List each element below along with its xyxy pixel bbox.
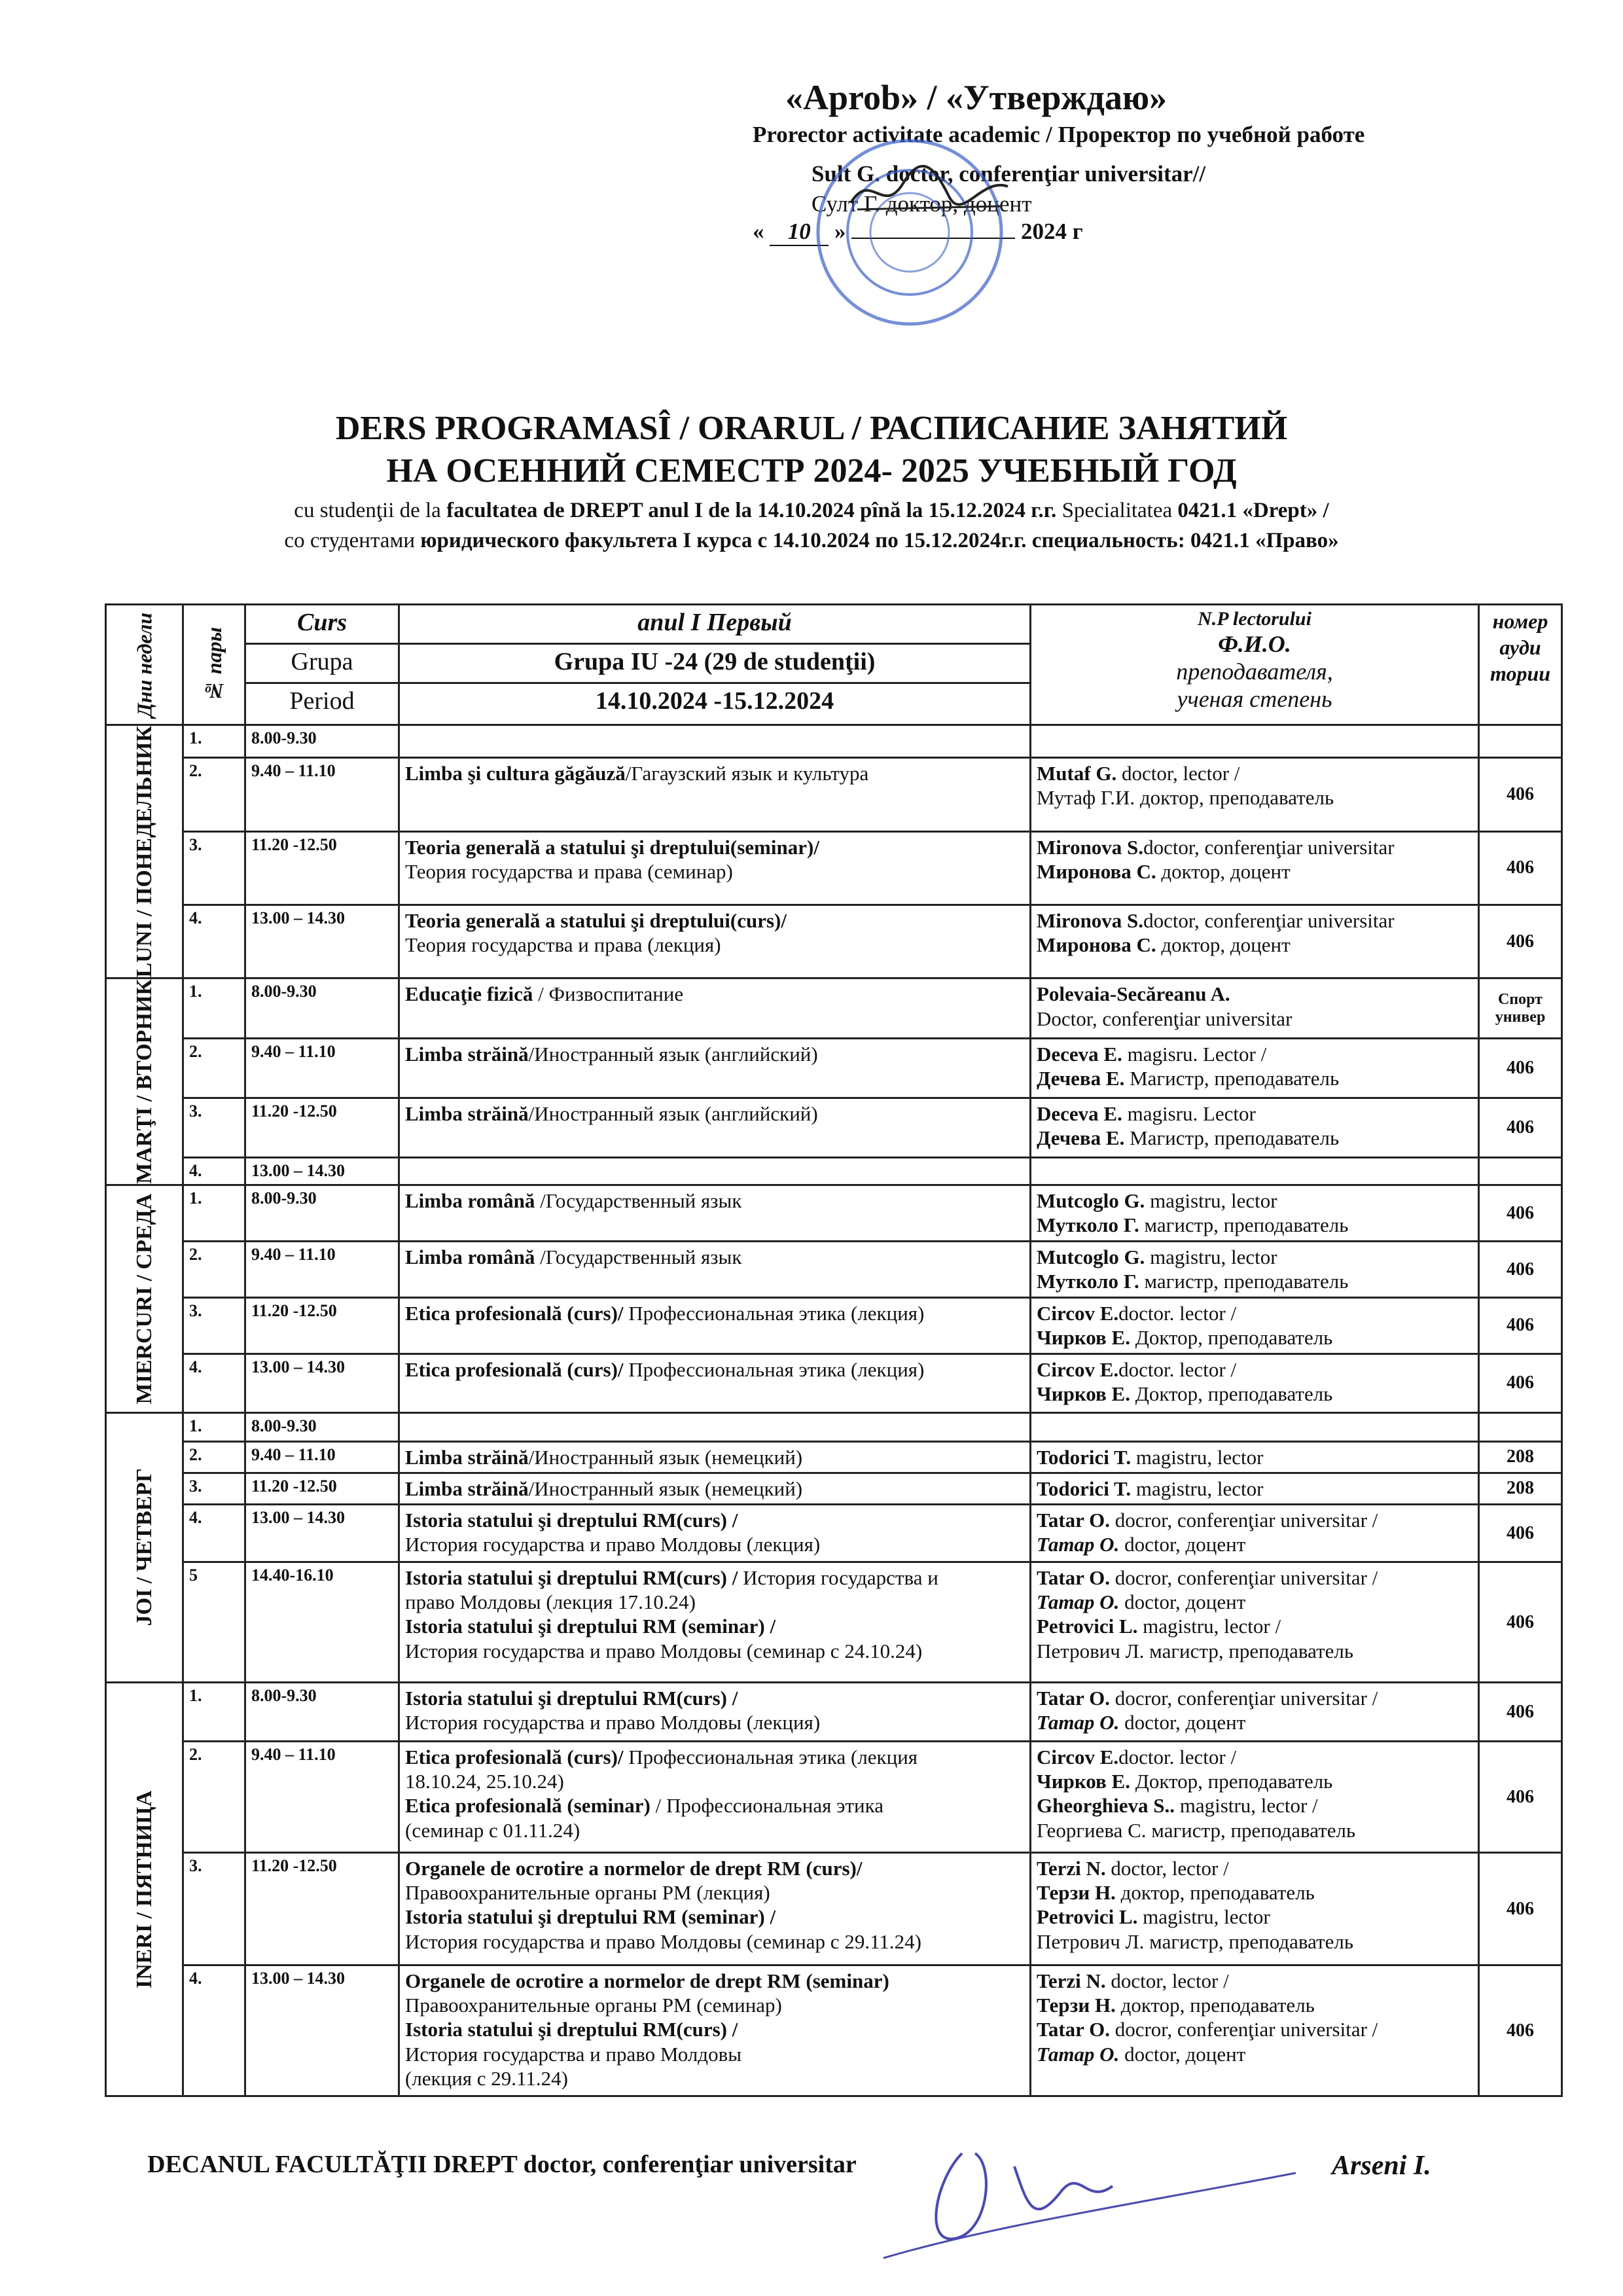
subject-name-2-ru: / Профессиональная этика — [650, 1794, 883, 1818]
header-days: Дни недели — [106, 605, 183, 725]
table-row — [106, 1683, 1562, 1742]
lecturer-name: Circov E. — [1037, 1302, 1119, 1325]
table-row — [106, 1562, 1562, 1683]
table-row — [106, 1965, 1562, 2096]
lecturer-cell — [1031, 905, 1479, 978]
schedule-info-ro — [0, 499, 1623, 523]
lecturer-title: doctor. lector / — [1118, 1746, 1237, 1768]
subject-name: Etica profesională (curs)/ — [405, 1302, 624, 1325]
table-row — [106, 1505, 1562, 1562]
day-monday: LUNI / ПОНЕДЕЛЬНИК — [106, 725, 183, 978]
schedule-subtitle: НА ОСЕННИЙ СЕМЕСТР 2024- 2025 УЧЕБНЫЙ ГОД — [386, 452, 1237, 490]
lecturer-title-ru: Доктор, преподаватель — [1130, 1382, 1333, 1405]
subject-name-ru: /Государственный язык — [535, 1189, 742, 1213]
header-lecturer — [1031, 605, 1479, 725]
lecturer-name-ru: Татар О. — [1037, 1590, 1120, 1614]
lecturer-title-ru: doctor, доцент — [1119, 1590, 1246, 1614]
table-row — [106, 1742, 1562, 1853]
lecturer-name-ru: Дечева Е. — [1037, 1066, 1125, 1090]
subject-cell — [399, 1098, 1031, 1157]
pair-time: 9.40 – 11.10 — [245, 1441, 399, 1473]
lecturer-cell — [1031, 1965, 1479, 2096]
lecturer-title: magistru, lector — [1131, 1445, 1264, 1469]
room-cell: 208 — [1479, 1473, 1562, 1504]
subject-name: Limba română — [405, 1246, 535, 1269]
lecturer-title: doctor, lector / — [1105, 1969, 1229, 1992]
lecturer-cell — [1031, 1441, 1479, 1473]
lecturer-cell — [1031, 1683, 1479, 1742]
subject-cell — [399, 1441, 1031, 1473]
table-row — [106, 831, 1562, 905]
subject-name-ru: Профессиональная этика (лекция) — [623, 1357, 925, 1381]
header-lecturer-line1: N.P lectorului — [1198, 608, 1311, 630]
subject-cell — [399, 758, 1031, 831]
room-cell: 406 — [1479, 1965, 1562, 2096]
room-cell: 406 — [1479, 1242, 1562, 1298]
pair-number: 4. — [183, 1157, 245, 1185]
pair-number: 2. — [183, 1441, 245, 1473]
header-grupa: Grupa — [245, 644, 399, 683]
pair-time: 11.20 -12.50 — [245, 1298, 399, 1354]
subject-name: Teoria generală a statului şi dreptului(seminar)/ — [405, 835, 819, 859]
pair-time: 11.20 -12.50 — [245, 1473, 399, 1504]
subject-cell — [399, 905, 1031, 978]
table-row — [106, 1473, 1562, 1504]
lecturer-name-ru: Терзи Н. — [1037, 1994, 1116, 2017]
date-year: 2024 г — [1021, 219, 1083, 244]
room-cell: 406 — [1479, 1505, 1562, 1562]
pair-number: 3. — [183, 1473, 245, 1504]
day-wednesday: MIERCURI / СРЕДА — [106, 1185, 183, 1412]
lecturer-title: doctor, lector / — [1105, 1857, 1229, 1880]
lecturer-cell — [1031, 1298, 1479, 1354]
lecturer-name: Deceva E. — [1037, 1102, 1122, 1125]
subject-name-ru: /Государственный язык — [535, 1246, 742, 1269]
subject-cell — [399, 725, 1031, 758]
subject-cell — [399, 1298, 1031, 1354]
room-cell: 406 — [1479, 1562, 1562, 1683]
lecturer-title: magistru, lector — [1131, 1477, 1264, 1500]
lecturer-name: Mutcoglo G. — [1037, 1246, 1145, 1269]
dean-signature-line: DECANUL FACULTĂŢII DREPT doctor, conferenţiar universitar — [147, 2151, 857, 2178]
room-cell: 406 — [1479, 1098, 1562, 1157]
lecturer-name: Todorici T. — [1037, 1477, 1132, 1500]
subject-name: Etica profesională (curs)/ — [405, 1357, 624, 1381]
value-curs: anul I Первый — [399, 605, 1031, 644]
subject-name-2: Istoria statului şi dreptului RM (seminar) / — [405, 1615, 776, 1638]
subject-name-ru: /Иностранный язык (немецкий) — [528, 1445, 803, 1469]
room-cell: 406 — [1479, 1038, 1562, 1098]
lecturer-name: Tatar O. — [1037, 1509, 1110, 1532]
lecturer-name-ru: Чирков Е. — [1037, 1326, 1130, 1350]
subject-name-ru: /Иностранный язык (английский) — [528, 1102, 818, 1125]
subject-name: Educaţie fizică — [405, 982, 533, 1006]
subject-name-ru: Теория государства и права (семинар) — [405, 859, 733, 883]
approval-name-ro: Sult G. doctor, conferenţiar universitar// — [812, 161, 1206, 187]
pair-time: 8.00-9.30 — [245, 725, 399, 758]
pair-number: 3. — [183, 1853, 245, 1965]
pair-number: 3. — [183, 831, 245, 905]
pair-time: 13.00 – 14.30 — [245, 1354, 399, 1412]
subject-name: Limba străină — [405, 1477, 529, 1500]
table-row — [106, 1298, 1562, 1354]
lecturer-2-title: magistru, lector / — [1174, 1794, 1318, 1818]
signature-icon — [844, 157, 1014, 223]
lecturer-title-ru: магистр, преподаватель — [1139, 1213, 1349, 1237]
lecturer-2-name-ru: Петрович Л. магистр, преподаватель — [1037, 1639, 1353, 1662]
pair-number: 5 — [183, 1562, 245, 1683]
room-cell: 406 — [1479, 1185, 1562, 1242]
pair-number: 1. — [183, 1185, 245, 1242]
lecturer-name-ru: Дечева Е. — [1037, 1126, 1125, 1149]
lecturer-name: Circov E. — [1037, 1357, 1119, 1381]
pair-time: 14.40-16.10 — [245, 1562, 399, 1683]
subject-cell — [399, 1412, 1031, 1441]
table-row — [106, 1441, 1562, 1473]
day-thursday: JOI / ЧЕТВЕРГ — [106, 1412, 183, 1682]
lecturer-title: doctor. lector / — [1118, 1302, 1237, 1325]
room-cell — [1479, 1412, 1562, 1441]
subject-name: Istoria statului şi dreptului RM(curs) / — [405, 1687, 738, 1710]
subject-name-ru: / Физвоспитание — [533, 982, 684, 1006]
lecturer-cell — [1031, 1038, 1479, 1098]
lecturer-title: doctor, lector / — [1116, 762, 1240, 785]
pair-number: 4. — [183, 1354, 245, 1412]
lecturer-cell — [1031, 1354, 1479, 1412]
room-cell: 406 — [1479, 1742, 1562, 1853]
pair-time: 11.20 -12.50 — [245, 1098, 399, 1157]
lecturer-name: Mironova S. — [1037, 835, 1144, 859]
lecturer-title: docror, conferenţiar universitar / — [1109, 1566, 1378, 1589]
lecturer-2-title-ru: doctor, доцент — [1119, 2042, 1246, 2066]
lecturer-title: docror, conferenţiar universitar / — [1109, 1687, 1378, 1710]
pair-time: 13.00 – 14.30 — [245, 1965, 399, 2096]
day-friday: INERI / ПЯТНИЦА — [106, 1683, 183, 2096]
info-ru-part-a: со студентами — [284, 529, 421, 552]
pair-number: 2. — [183, 1242, 245, 1298]
lecturer-name-ru: Мутколо Г. — [1037, 1270, 1139, 1293]
lecturer-name-ru: Татар О. — [1037, 1711, 1120, 1734]
subject-name-ru: История государства и право Молдовы (лекция) — [405, 1711, 821, 1734]
lecturer-name-ru: Миронова С. — [1037, 933, 1156, 957]
value-period: 14.10.2024 -15.12.2024 — [399, 683, 1031, 725]
lecturer-2-name: Tatar O. — [1037, 2018, 1110, 2041]
pair-number: 4. — [183, 1505, 245, 1562]
lecturer-cell — [1031, 1853, 1479, 1965]
subject-cell — [399, 1562, 1031, 1683]
subject-name: Limba şi cultura găgăuză — [405, 762, 626, 785]
lecturer-name: Todorici T. — [1037, 1445, 1132, 1469]
lecturer-cell — [1031, 725, 1479, 758]
pair-time: 8.00-9.30 — [245, 1185, 399, 1242]
lecturer-title: doctor, conferenţiar universitar — [1143, 835, 1395, 859]
table-row — [106, 1853, 1562, 1965]
pair-time: 8.00-9.30 — [245, 1412, 399, 1441]
subject-name-2-ru: История государства и право Молдовы — [405, 2042, 742, 2066]
lecturer-cell — [1031, 1742, 1479, 1853]
subject-note: право Молдовы (лекция 17.10.24) — [405, 1590, 696, 1614]
lecturer-2-name-ru: Татар О. — [1037, 2042, 1120, 2066]
date-close-quote: » — [834, 219, 846, 244]
info-ro-part-b: facultatea de DREPT anul I de la 14.10.2024 pînă la 15.12.2024 г.г. — [446, 499, 1057, 522]
pair-number: 1. — [183, 978, 245, 1038]
subject-cell — [399, 1742, 1031, 1853]
info-ro-part-d: 0421.1 «Drept» / — [1177, 499, 1329, 522]
subject-cell — [399, 1473, 1031, 1504]
pair-number: 2. — [183, 1742, 245, 1853]
lecturer-title: magisru. Lector — [1122, 1102, 1256, 1125]
lecturer-name: Polevaia-Secăreanu A. — [1037, 982, 1230, 1006]
header-pair-number: № пары — [183, 605, 245, 725]
subject-name-ru: /Иностранный язык (немецкий) — [528, 1477, 803, 1500]
subject-name-2-ru: История государства и право Молдовы (семинар с 29.11.24) — [405, 1929, 921, 1953]
pair-time: 8.00-9.30 — [245, 1683, 399, 1742]
pair-number: 3. — [183, 1298, 245, 1354]
lecturer-2-name: Gheorghieva S.. — [1037, 1794, 1175, 1818]
subject-cell — [399, 1354, 1031, 1412]
subject-note: (лекция с 29.11.24) — [405, 2066, 568, 2090]
value-grupa: Grupa IU -24 (29 de studenţii) — [399, 644, 1031, 683]
subject-name: Teoria generală a statului şi dreptului(curs)/ — [405, 908, 787, 932]
lecturer-title: doctor, conferenţiar universitar — [1143, 908, 1395, 932]
table-row — [106, 758, 1562, 831]
subject-name-ru: Профессиональная этика (лекция — [623, 1746, 918, 1768]
lecturer-name: Deceva E. — [1037, 1042, 1122, 1066]
subject-name-ru: /Гагаузский язык и культура — [625, 762, 869, 785]
subject-cell — [399, 831, 1031, 905]
lecturer-name-ru: Терзи Н. — [1037, 1881, 1116, 1905]
lecturer-name: Mutaf G. — [1037, 762, 1117, 785]
info-ru-part-b: юридического факультета I курса с 14.10.2024 по 15.12.2024г.г. специальность: 0421.1 «Право» — [420, 529, 1339, 552]
subject-note-2: (семинар с 01.11.24) — [405, 1818, 580, 1842]
pair-time: 9.40 – 11.10 — [245, 1038, 399, 1098]
lecturer-name-ru: Миронова С. — [1037, 859, 1156, 883]
subject-name-ru: Правоохранительные органы РМ (семинар) — [405, 1994, 782, 2017]
pair-number: 4. — [183, 905, 245, 978]
pair-number: 2. — [183, 1038, 245, 1098]
pair-time: 9.40 – 11.10 — [245, 1242, 399, 1298]
header-room: номер ауди тории — [1479, 605, 1562, 725]
subject-name: Limba română — [405, 1189, 535, 1213]
table-row — [106, 1185, 1562, 1242]
lecturer-name-ru: Татар О. — [1037, 1533, 1120, 1556]
lecturer-cell — [1031, 758, 1479, 831]
subject-cell — [399, 1185, 1031, 1242]
room-cell — [1479, 725, 1562, 758]
pair-time: 13.00 – 14.30 — [245, 905, 399, 978]
table-row — [106, 1242, 1562, 1298]
subject-cell — [399, 978, 1031, 1038]
subject-name: Istoria statului şi dreptului RM(curs) / — [405, 1566, 738, 1589]
table-row — [106, 905, 1562, 978]
table-row — [106, 1038, 1562, 1098]
lecturer-2-name-ru: Петрович Л. магистр, преподаватель — [1037, 1929, 1353, 1953]
room-cell: 406 — [1479, 1853, 1562, 1965]
subject-name-ru: Правоохранительные органы РМ (лекция) — [405, 1881, 770, 1905]
pair-number: 2. — [183, 758, 245, 831]
day-tuesday: MARŢI / ВТОРНИК — [106, 978, 183, 1185]
header-lecturer-line2: Ф.И.О. — [1218, 631, 1291, 657]
lecturer-title-ru: Доктор, преподаватель — [1130, 1326, 1333, 1350]
room-cell: 208 — [1479, 1441, 1562, 1473]
lecturer-name: Terzi N. — [1037, 1969, 1106, 1992]
pair-time: 11.20 -12.50 — [245, 831, 399, 905]
pair-time: 8.00-9.30 — [245, 978, 399, 1038]
dean-name: Arseni I. — [1332, 2151, 1431, 2181]
pair-time: 9.40 – 11.10 — [245, 758, 399, 831]
lecturer-title-ru: Магистр, преподаватель — [1124, 1066, 1340, 1090]
pair-number: 3. — [183, 1098, 245, 1157]
schedule-info-ru — [0, 529, 1623, 553]
lecturer-name: Mutcoglo G. — [1037, 1189, 1145, 1213]
lecturer-title-ru: doctor, доцент — [1119, 1711, 1246, 1734]
subject-name: Organele de ocrotire a normelor de drept RM (curs)/ — [405, 1857, 863, 1880]
subject-name-ru: Профессиональная этика (лекция) — [623, 1302, 925, 1325]
subject-name-ru: Теория государства и права (лекция) — [405, 933, 721, 957]
table-row — [106, 725, 1562, 758]
lecturer-2-title: magistru, lector / — [1137, 1615, 1281, 1638]
room-cell — [1479, 1157, 1562, 1185]
lecturer-title-ru: doctor, доцент — [1119, 1533, 1246, 1556]
lecturer-title-ru: доктор, преподаватель — [1115, 1994, 1315, 2017]
room-cell: 406 — [1479, 758, 1562, 831]
lecturer-name-ru: Мутаф Г.И. доктор, преподаватель — [1037, 786, 1334, 810]
lecturer-cell — [1031, 1412, 1479, 1441]
header-lecturer-line3: преподавателя, — [1176, 658, 1333, 685]
pair-number: 1. — [183, 725, 245, 758]
lecturer-cell — [1031, 831, 1479, 905]
lecturer-name: Mironova S. — [1037, 908, 1144, 932]
lecturer-cell — [1031, 1185, 1479, 1242]
room-cell: 406 — [1479, 1683, 1562, 1742]
room-cell: 406 — [1479, 1354, 1562, 1412]
lecturer-title-ru: Магистр, преподаватель — [1124, 1126, 1340, 1149]
pair-time: 13.00 – 14.30 — [245, 1157, 399, 1185]
subject-name-ru: /Иностранный язык (английский) — [528, 1042, 818, 1066]
subject-name-2-ru: История государства и право Молдовы (семинар с 24.10.24) — [405, 1639, 923, 1662]
lecturer-name: Terzi N. — [1037, 1857, 1106, 1880]
lecturer-name-ru: Чирков Е. — [1037, 1382, 1130, 1405]
lecturer-name: Circov E. — [1037, 1746, 1119, 1768]
lecturer-title-ru: доктор, доцент — [1156, 933, 1291, 957]
schedule-title: DERS PROGRAMASÎ / ORARUL / РАСПИСАНИЕ ЗАНЯТИЙ — [335, 410, 1288, 447]
dean-signature-icon — [864, 2127, 1309, 2278]
lecturer-2-name-ru: Георгиева С. магистр, преподаватель — [1037, 1818, 1356, 1842]
table-row — [106, 978, 1562, 1038]
lecturer-title: magisru. Lector / — [1122, 1042, 1267, 1066]
pair-time: 13.00 – 14.30 — [245, 1505, 399, 1562]
lecturer-title: magistru, lector — [1145, 1246, 1277, 1269]
subject-cell — [399, 1157, 1031, 1185]
header-period: Period — [245, 683, 399, 725]
subject-name: Etica profesională (curs)/ — [405, 1746, 624, 1768]
lecturer-title-ru: доктор, преподаватель — [1115, 1881, 1315, 1905]
room-cell: Спорт универ — [1479, 978, 1562, 1038]
pair-time: 11.20 -12.50 — [245, 1853, 399, 1965]
subject-cell — [399, 1853, 1031, 1965]
room-cell: 406 — [1479, 831, 1562, 905]
room-cell: 406 — [1479, 905, 1562, 978]
subject-cell — [399, 1683, 1031, 1742]
subject-cell — [399, 1038, 1031, 1098]
subject-name-ru: История государства и право Молдовы (лекция) — [405, 1533, 821, 1556]
subject-cell — [399, 1242, 1031, 1298]
approval-title: «Aprob» / «Утверждаю» — [785, 78, 1168, 117]
lecturer-2-name: Petrovici L. — [1037, 1905, 1138, 1929]
subject-name: Istoria statului şi dreptului RM(curs) / — [405, 1509, 738, 1532]
info-ro-part-c: Specialitatea — [1056, 499, 1178, 522]
pair-number: 4. — [183, 1965, 245, 2096]
approval-name-ru: Султ Г. доктор, доцент — [812, 191, 1032, 217]
lecturer-2-title: docror, conferenţiar universitar / — [1109, 2018, 1378, 2041]
lecturer-cell — [1031, 1098, 1479, 1157]
date-open-quote: « — [753, 219, 764, 244]
room-cell: 406 — [1479, 1298, 1562, 1354]
lecturer-2-name: Petrovici L. — [1037, 1615, 1138, 1638]
lecturer-title-ru: доктор, доцент — [1156, 859, 1291, 883]
subject-name: Organele de ocrotire a normelor de drept RM (seminar) — [405, 1969, 889, 1992]
subject-cell — [399, 1505, 1031, 1562]
lecturer-title: doctor. lector / — [1118, 1357, 1237, 1381]
pair-number: 1. — [183, 1683, 245, 1742]
approval-position: Prorector activitate academic / Проректор по учебной работе — [753, 122, 1365, 147]
lecturer-title: Doctor, conferenţiar universitar — [1037, 1007, 1293, 1030]
subject-name-2: Istoria statului şi dreptului RM(curs) / — [405, 2018, 738, 2041]
subject-name: Limba străină — [405, 1102, 529, 1125]
pair-number: 1. — [183, 1412, 245, 1441]
subject-name: Limba străină — [405, 1042, 529, 1066]
subject-name: Limba străină — [405, 1445, 529, 1469]
subject-name-ru: История государства и — [738, 1566, 938, 1589]
lecturer-cell — [1031, 1505, 1479, 1562]
table-row — [106, 1354, 1562, 1412]
info-ro-part-a: cu studenţii de la — [294, 499, 447, 522]
table-row — [106, 1412, 1562, 1441]
lecturer-cell — [1031, 1157, 1479, 1185]
subject-name-2: Istoria statului şi dreptului RM (seminar) / — [405, 1905, 776, 1929]
table-row — [106, 1098, 1562, 1157]
schedule-table — [105, 603, 1563, 2097]
lecturer-name: Tatar O. — [1037, 1687, 1110, 1710]
subject-name-2: Etica profesională (seminar) — [405, 1794, 651, 1818]
table-row — [106, 1157, 1562, 1185]
lecturer-cell — [1031, 1242, 1479, 1298]
pair-time: 9.40 – 11.10 — [245, 1742, 399, 1853]
lecturer-name: Tatar O. — [1037, 1566, 1110, 1589]
subject-note: 18.10.24, 25.10.24) — [405, 1770, 564, 1793]
lecturer-name-ru: Мутколо Г. — [1037, 1213, 1139, 1237]
lecturer-title: magistru, lector — [1145, 1189, 1277, 1213]
header-curs: Curs — [245, 605, 399, 644]
lecturer-cell — [1031, 978, 1479, 1038]
lecturer-title: docror, conferenţiar universitar / — [1109, 1509, 1378, 1532]
header-lecturer-line4: ученая степень — [1177, 686, 1332, 712]
lecturer-2-title: magistru, lector — [1137, 1905, 1270, 1929]
date-day: 10 — [770, 219, 829, 246]
lecturer-name-ru: Чирков Е. — [1037, 1770, 1130, 1793]
lecturer-cell — [1031, 1473, 1479, 1504]
lecturer-title-ru: Доктор, преподаватель — [1130, 1770, 1333, 1793]
lecturer-cell — [1031, 1562, 1479, 1683]
lecturer-title-ru: магистр, преподаватель — [1139, 1270, 1349, 1293]
subject-cell — [399, 1965, 1031, 2096]
